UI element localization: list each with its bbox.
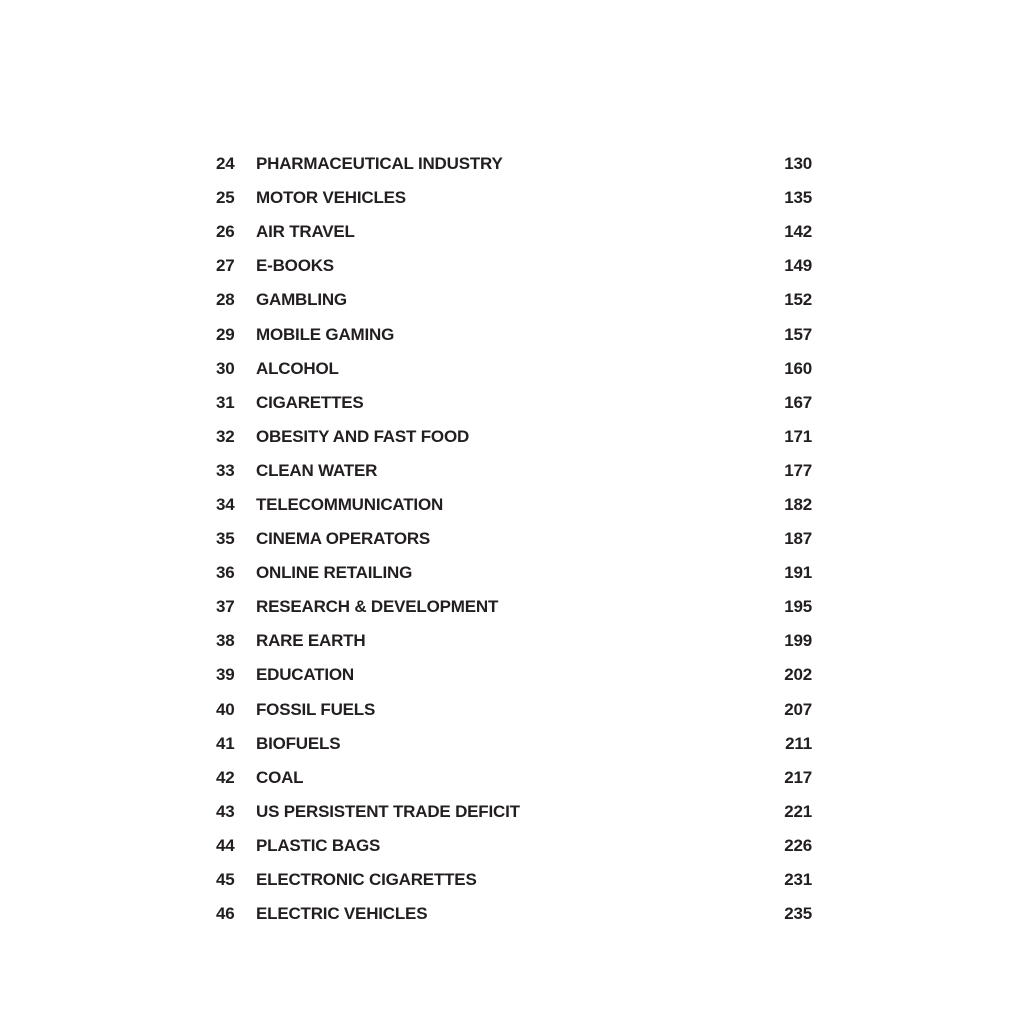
entry-number: 39 xyxy=(216,665,235,685)
entry-title: OBESITY AND FAST FOOD xyxy=(256,426,470,446)
entry-page-number: 157 xyxy=(784,324,812,344)
toc-entry-row xyxy=(216,658,812,692)
entry-title: RESEARCH & DEVELOPMENT xyxy=(256,597,499,617)
toc-entry-row xyxy=(216,897,812,931)
entry-title: MOBILE GAMING xyxy=(256,324,395,344)
entry-number: 44 xyxy=(216,835,235,855)
entry-page-number: 211 xyxy=(785,733,812,753)
entry-number: 28 xyxy=(216,290,235,310)
entry-number: 29 xyxy=(216,324,235,344)
entry-page-number: 191 xyxy=(784,563,812,583)
entry-number: 37 xyxy=(216,597,235,617)
toc-entry-row xyxy=(216,795,812,829)
entry-number: 43 xyxy=(216,801,235,821)
toc-list xyxy=(216,147,812,931)
entry-number: 42 xyxy=(216,767,235,787)
entry-number: 38 xyxy=(216,631,235,651)
entry-page-number: 149 xyxy=(784,256,812,276)
entry-page-number: 135 xyxy=(784,188,812,208)
entry-title: CLEAN WATER xyxy=(256,460,378,480)
entry-title: TELECOMMUNICATION xyxy=(256,494,444,514)
entry-title: E-BOOKS xyxy=(256,256,334,276)
entry-number: 46 xyxy=(216,904,235,924)
toc-entry-row xyxy=(216,556,812,590)
entry-number: 40 xyxy=(216,699,235,719)
entry-title: COAL xyxy=(256,767,304,787)
entry-title: AIR TRAVEL xyxy=(256,222,355,242)
entry-title: BIOFUELS xyxy=(256,733,341,753)
entry-number: 24 xyxy=(216,154,235,174)
toc-entry-row xyxy=(216,488,812,522)
entry-title: MOTOR VEHICLES xyxy=(256,188,406,208)
entry-number: 35 xyxy=(216,529,235,549)
entry-page-number: 199 xyxy=(784,631,812,651)
toc-entry-row xyxy=(216,590,812,624)
toc-entry-row xyxy=(216,693,812,727)
toc-entry-row xyxy=(216,624,812,658)
toc-entry-row xyxy=(216,181,812,215)
toc-entry-row xyxy=(216,727,812,761)
toc-entry-row xyxy=(216,317,812,351)
toc-entry-row xyxy=(216,522,812,556)
entry-page-number: 160 xyxy=(784,358,812,378)
entry-number: 34 xyxy=(216,494,235,514)
toc-entry-row xyxy=(216,249,812,283)
toc-entry-row xyxy=(216,761,812,795)
entry-title: CINEMA OPERATORS xyxy=(256,529,431,549)
toc-entry-row xyxy=(216,420,812,454)
entry-number: 27 xyxy=(216,256,235,276)
entry-number: 36 xyxy=(216,563,235,583)
toc-entry-row xyxy=(216,283,812,317)
entry-title: ELECTRIC VEHICLES xyxy=(256,904,428,924)
entry-title: ELECTRONIC CIGARETTES xyxy=(256,870,477,890)
entry-number: 33 xyxy=(216,460,235,480)
entry-number: 45 xyxy=(216,870,235,890)
toc-entry-row xyxy=(216,215,812,249)
entry-title: GAMBLING xyxy=(256,290,347,310)
toc-entry-row xyxy=(216,147,812,181)
entry-title: RARE EARTH xyxy=(256,631,366,651)
toc-entry-row xyxy=(216,829,812,863)
entry-page-number: 167 xyxy=(784,392,812,412)
entry-title: ONLINE RETAILING xyxy=(256,563,413,583)
entry-title: ALCOHOL xyxy=(256,358,339,378)
toc-entry-row xyxy=(216,352,812,386)
entry-title: PHARMACEUTICAL INDUSTRY xyxy=(256,154,503,174)
entry-title: US PERSISTENT TRADE DEFICIT xyxy=(256,801,520,821)
entry-title: EDUCATION xyxy=(256,665,354,685)
entry-page-number: 142 xyxy=(784,222,812,242)
entry-page-number: 221 xyxy=(784,801,812,821)
entry-page-number: 202 xyxy=(784,665,812,685)
entry-number: 30 xyxy=(216,358,235,378)
entry-number: 32 xyxy=(216,426,235,446)
entry-page-number: 152 xyxy=(784,290,812,310)
entry-number: 26 xyxy=(216,222,235,242)
entry-page-number: 130 xyxy=(784,154,812,174)
entry-page-number: 182 xyxy=(784,494,812,514)
entry-page-number: 217 xyxy=(784,767,812,787)
entry-page-number: 171 xyxy=(784,426,812,446)
entry-number: 41 xyxy=(216,733,235,753)
toc-entry-row xyxy=(216,386,812,420)
entry-title: CIGARETTES xyxy=(256,392,364,412)
entry-page-number: 226 xyxy=(784,835,812,855)
entry-page-number: 207 xyxy=(784,699,812,719)
entry-page-number: 177 xyxy=(784,460,812,480)
entry-page-number: 231 xyxy=(784,870,812,890)
toc-entry-row xyxy=(216,863,812,897)
entry-page-number: 195 xyxy=(784,597,812,617)
entry-number: 25 xyxy=(216,188,235,208)
entry-page-number: 235 xyxy=(784,904,812,924)
entry-title: FOSSIL FUELS xyxy=(256,699,376,719)
toc-entry-row xyxy=(216,454,812,488)
entry-number: 31 xyxy=(216,392,235,412)
entry-title: PLASTIC BAGS xyxy=(256,835,381,855)
entry-page-number: 187 xyxy=(784,529,812,549)
